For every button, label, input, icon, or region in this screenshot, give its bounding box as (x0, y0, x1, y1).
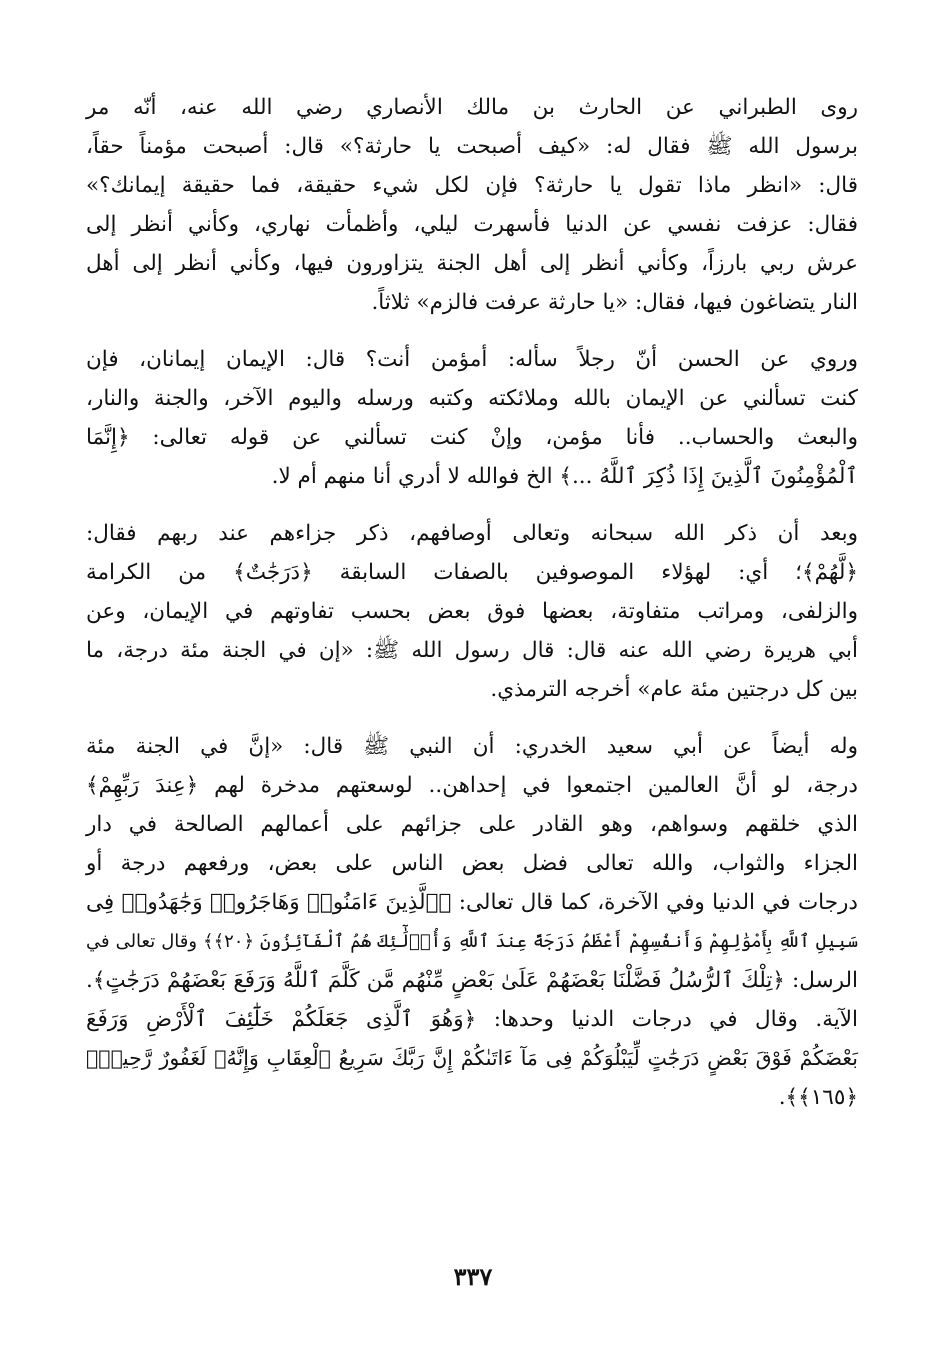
text-line: فقال: عزفت نفسي عن الدنيا فأسهرت ليلي، وأظمأت نهاري، وكأني أنظر إلى (86, 212, 858, 237)
text-line: الآية. وقال في درجات الدنيا وحدها: ﴿وَهُوَ ٱلَّذِى جَعَلَكُمْ خَلَٰٓئِفَ ٱلْأَرْضِ وَرَفَعَ (86, 1007, 858, 1032)
text-line: ﴿لَّهُمْ﴾؛ أي: لهؤلاء الموصوفين بالصفات السابقة ﴿دَرَجَٰتٌ﴾ من الكرامة (86, 560, 858, 585)
text-line: النار يتضاغون فيها، فقال: «يا حارثة عرفت فالزم» ثلاثاً. (371, 290, 858, 315)
paragraph-reward-degrees (86, 514, 858, 709)
text-line: أبي هريرة رضي الله عنه قال: قال رسول الله ﷺ: «إن في الجنة مئة درجة، ما (86, 638, 858, 663)
text-line: روى الطبراني عن الحارث بن مالك الأنصاري رضي الله عنه، أنّه مر (86, 95, 858, 120)
page-number: ٣٣٧ (453, 1262, 493, 1291)
paragraph-abu-saeed-hadith (86, 727, 858, 1117)
paragraph-hasan-narration (86, 340, 858, 496)
text-line: كنت تسألني عن الإيمان بالله وملائكته وكتبه ورسله واليوم الآخر، والجنة والنار، (86, 386, 858, 411)
text-line: قال: «انظر ماذا تقول يا حارثة؟ فإن لكل شيء حقيقة، فما حقيقة إيمانك؟» (86, 173, 858, 198)
paragraph-harith-hadith (86, 88, 858, 322)
text-line: والزلفى، ومراتب متفاوتة، بعضها فوق بعض بحسب تفاوتهم في الإيمان، وعن (86, 599, 858, 624)
text-line: بَعْضَكُمْ فَوْقَ بَعْضٍ دَرَجَٰتٍ لِّيَبْلُوَكُمْ فِى مَآ ءَاتَىٰكُمْ إِنَّ رَبَّكَ سَرِيعُ ٱلْعِقَابِ وَإِنَّهُۥ لَغَفُورٌ رَّحِيمٌۢ (86, 1046, 858, 1070)
text-line: درجة، لو أنَّ العالمين اجتمعوا في إحداهن.. لوسعتهم مدخرة لهم ﴿عِندَ رَبِّهِمْ﴾ (86, 773, 858, 798)
text-line: سَبِيلِ ٱللَّهِ بِأَمْوَٰلِهِمْ وَأَنفُسِهِمْ أَعْظَمُ دَرَجَةً عِندَ ٱللَّهِ وَأُو۟لَٰٓئِكَ هُمُ ٱلْفَآئِزُونَ ﴿٢٠﴾﴾ وقال تعالى في (86, 931, 859, 952)
text-line: والبعث والحساب.. فأنا مؤمن، وإنْ كنت تسألني عن قوله تعالى: ﴿إِنَّمَا (86, 425, 858, 450)
text-line: وروي عن الحسن أنّ رجلاً سأله: أمؤمن أنت؟ قال: الإيمان إيمانان، فإن (86, 347, 858, 372)
text-line: الرسل: ﴿تِلْكَ ٱلرُّسُلُ فَضَّلْنَا بَعْضَهُمْ عَلَىٰ بَعْضٍ مِّنْهُم مَّن كَلَّمَ ٱللَّهُ وَرَفَعَ بَعْضَهُمْ دَرَجَٰتٍ﴾. (86, 968, 858, 993)
text-line: بين كل درجتين مئة عام» أخرجه الترمذي. (490, 677, 858, 702)
text-line: ﴿١٦٥﴾﴾. (778, 1085, 858, 1110)
text-line: الجزاء والثواب، والله تعالى فضل بعض الناس على بعض، ورفعهم درجة أو (86, 851, 858, 876)
text-line: الذي خلقهم وسواهم، وهو القادر على جزائهم على أعمالهم الصالحة في دار (86, 812, 858, 837)
text-line: وبعد أن ذكر الله سبحانه وتعالى أوصافهم، ذكر جزاءهم عند ربهم فقال: (86, 521, 858, 546)
text-line: برسول الله ﷺ فقال له: «كيف أصبحت يا حارثة؟» قال: أصبحت مؤمناً حقاً، (86, 134, 858, 159)
text-line: عرش ربي بارزاً، وكأني أنظر إلى أهل الجنة يتزاورون فيها، وكأني أنظر إلى أهل (86, 251, 858, 276)
text-line: ٱلْمُؤْمِنُونَ ٱلَّذِينَ إِذَا ذُكِرَ ٱللَّهُ ...﴾ الخ فوالله لا أدري أنا منهم أم لا. (271, 464, 858, 489)
text-line: درجات في الدنيا وفي الآخرة، كما قال تعالى: ﴿ٱلَّذِينَ ءَامَنُوا۟ وَهَاجَرُوا۟ وَجَٰهَدُوا۟ فِى (86, 890, 858, 915)
text-line: وله أيضاً عن أبي سعيد الخدري: أن النبي ﷺ قال: «إنَّ في الجنة مئة (86, 734, 858, 759)
